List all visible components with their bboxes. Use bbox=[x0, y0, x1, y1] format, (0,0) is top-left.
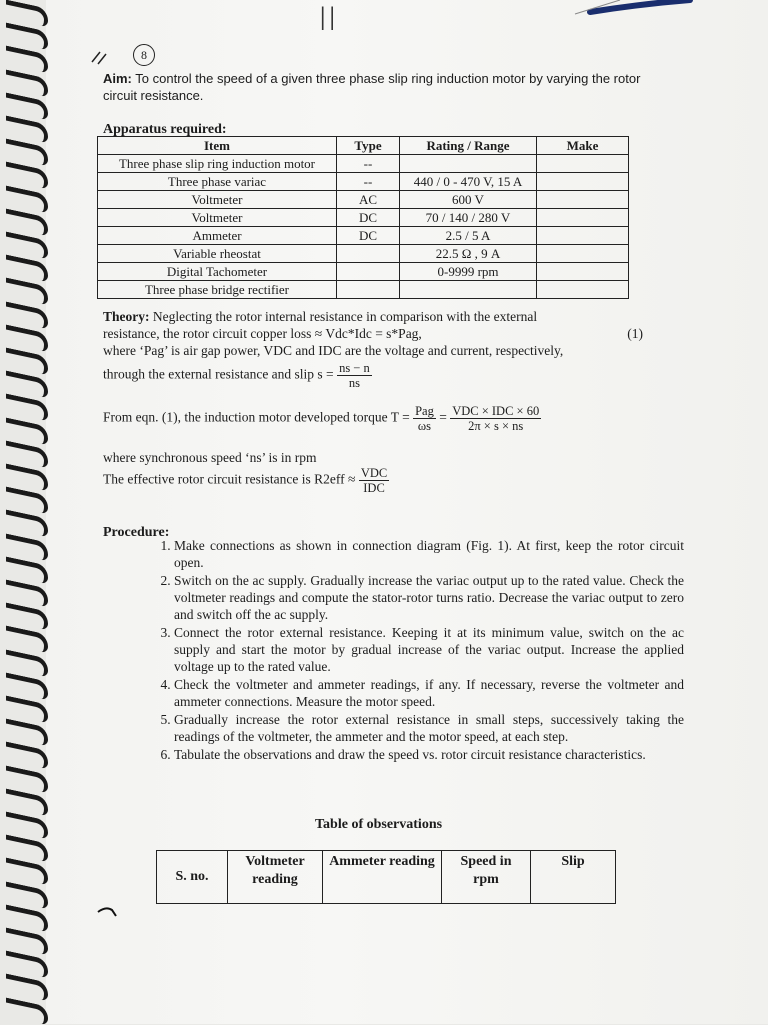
aim-paragraph bbox=[103, 70, 648, 104]
table-cell bbox=[537, 155, 629, 173]
table-cell: Three phase bridge rectifier bbox=[98, 281, 337, 299]
table-cell bbox=[337, 281, 400, 299]
theory-paragraph bbox=[103, 308, 643, 390]
procedure-step: 4. Check the voltmeter and ammeter readings, if any. If necessary, reverse the voltmeter and ammeter connections. Measure the motor speed. bbox=[174, 676, 684, 710]
table-cell bbox=[337, 245, 400, 263]
equation-number: (1) bbox=[627, 326, 643, 341]
table-cell: 0-9999 rpm bbox=[400, 263, 537, 281]
aim-label: Aim: bbox=[103, 71, 132, 86]
resistance-fraction bbox=[359, 466, 389, 495]
torque-fraction-1 bbox=[413, 404, 436, 433]
column-header-make: Make bbox=[537, 137, 629, 155]
obs-header-voltmeter: Voltmeter reading bbox=[228, 851, 323, 904]
table-row bbox=[98, 209, 629, 227]
torque-f1-numerator: Pag bbox=[415, 404, 434, 418]
table-row bbox=[98, 191, 629, 209]
table-cell: -- bbox=[337, 155, 400, 173]
circled-number: 8 bbox=[133, 44, 155, 66]
theory-line-3: where ‘Pag’ is air gap power, VDC and IDC are the voltage and current, respectively, bbox=[103, 343, 564, 358]
slip-denominator: ns bbox=[348, 376, 360, 390]
table-cell: Variable rheostat bbox=[98, 245, 337, 263]
column-header-type: Type bbox=[337, 137, 400, 155]
torque-f1-denominator: ωs bbox=[417, 419, 431, 433]
table-cell: DC bbox=[337, 227, 400, 245]
torque-lead: From eqn. (1), the induction motor developed torque T = bbox=[103, 409, 410, 425]
table-cell bbox=[537, 173, 629, 191]
table-cell bbox=[337, 263, 400, 281]
aim-text: To control the speed of a given three phase slip ring induction motor by varying the rotor circuit resistance. bbox=[103, 71, 641, 103]
procedure-step: 2. Switch on the ac supply. Gradually increase the variac output up to the rated value. Check the voltmeter readings and compute the stator-rotor turns ratio. Decrease the variac output to zero and switch off the ac supply. bbox=[174, 572, 684, 623]
theory-line-4: through the external resistance and slip s = bbox=[103, 366, 334, 382]
table-cell: 600 V bbox=[400, 191, 537, 209]
slip-numerator: ns − n bbox=[339, 361, 370, 375]
observations-table bbox=[156, 850, 616, 904]
table-cell: DC bbox=[337, 209, 400, 227]
obs-header-sno: S. no. bbox=[157, 851, 228, 904]
obs-header-ammeter: Ammeter reading bbox=[323, 851, 442, 904]
procedure-step: 3. Connect the rotor external resistance. Keeping it at its minimum value, switch on the ac supply and start the motor by gradual increase of the variac output. Increase the applied voltage up to the rated value. bbox=[174, 624, 684, 675]
table-row bbox=[98, 155, 629, 173]
obs-header-slip: Slip bbox=[531, 851, 616, 904]
resistance-lead: The effective rotor circuit resistance is R2eff ≈ bbox=[103, 471, 356, 487]
torque-fraction-2 bbox=[450, 404, 541, 433]
resistance-equation bbox=[103, 466, 389, 495]
procedure-list bbox=[150, 537, 684, 764]
table-cell: 70 / 140 / 280 V bbox=[400, 209, 537, 227]
procedure-step: 1. Make connections as shown in connection diagram (Fig. 1). At first, keep the rotor circuit open. bbox=[174, 537, 684, 571]
table-cell: Voltmeter bbox=[98, 209, 337, 227]
table-cell: Three phase slip ring induction motor bbox=[98, 155, 337, 173]
table-cell bbox=[537, 245, 629, 263]
table-cell: Ammeter bbox=[98, 227, 337, 245]
sync-speed-line: where synchronous speed ‘ns’ is in rpm bbox=[103, 450, 317, 465]
table-cell: 440 / 0 - 470 V, 15 A bbox=[400, 173, 537, 191]
table-cell bbox=[537, 263, 629, 281]
observations-heading: Table of observations bbox=[315, 817, 443, 832]
theory-line-1: Neglecting the rotor internal resistance in comparison with the external bbox=[152, 309, 538, 324]
obs-header-speed: Speed in rpm bbox=[442, 851, 531, 904]
table-cell: Digital Tachometer bbox=[98, 263, 337, 281]
table-row bbox=[98, 245, 629, 263]
table-cell bbox=[400, 155, 537, 173]
table-cell: -- bbox=[337, 173, 400, 191]
slip-fraction bbox=[337, 361, 372, 390]
procedure-heading: Procedure: bbox=[103, 525, 170, 540]
torque-f2-numerator: VDC × IDC × 60 bbox=[452, 404, 540, 418]
table-cell bbox=[537, 191, 629, 209]
table-cell: 2.5 / 5 A bbox=[400, 227, 537, 245]
table-cell bbox=[537, 281, 629, 299]
theory-line-2: resistance, the rotor circuit copper loss ≈ Vdc*Idc = s*Pag, bbox=[103, 326, 422, 341]
table-row bbox=[98, 281, 629, 299]
procedure-step: 6. Tabulate the observations and draw the speed vs. rotor circuit resistance characteristics. bbox=[174, 746, 684, 763]
apparatus-heading: Apparatus required: bbox=[103, 122, 227, 137]
table-cell: Voltmeter bbox=[98, 191, 337, 209]
table-cell: 22.5 Ω , 9 A bbox=[400, 245, 537, 263]
table-cell: Three phase variac bbox=[98, 173, 337, 191]
table-cell: AC bbox=[337, 191, 400, 209]
torque-equation: From eqn. (1), the induction motor developed torque T = $\frac{\text{Pag}}{\omega s}$ = $\frac{\text{VDC × IDC × 60}}{2\pi \times s \times ns}$ bbox=[103, 404, 540, 433]
table-row bbox=[98, 227, 629, 245]
table-cell bbox=[537, 209, 629, 227]
resistance-denominator: IDC bbox=[363, 481, 385, 495]
resistance-numerator: VDC bbox=[360, 466, 388, 480]
table-row bbox=[98, 263, 629, 281]
table-cell bbox=[400, 281, 537, 299]
column-header-rating: Rating / Range bbox=[400, 137, 537, 155]
roman-numeral-mark: II bbox=[318, 0, 337, 38]
procedure-step: 5. Gradually increase the rotor external resistance in small steps, successively taking the readings of the voltmeter, the ammeter and the motor speed, at each step. bbox=[174, 711, 684, 745]
theory-label: Theory: bbox=[103, 309, 150, 324]
table-row bbox=[98, 173, 629, 191]
torque-f2-denominator: 2π × s × ns bbox=[468, 419, 524, 433]
table-cell bbox=[537, 227, 629, 245]
column-header-item: Item bbox=[98, 137, 337, 155]
apparatus-table bbox=[97, 136, 629, 299]
